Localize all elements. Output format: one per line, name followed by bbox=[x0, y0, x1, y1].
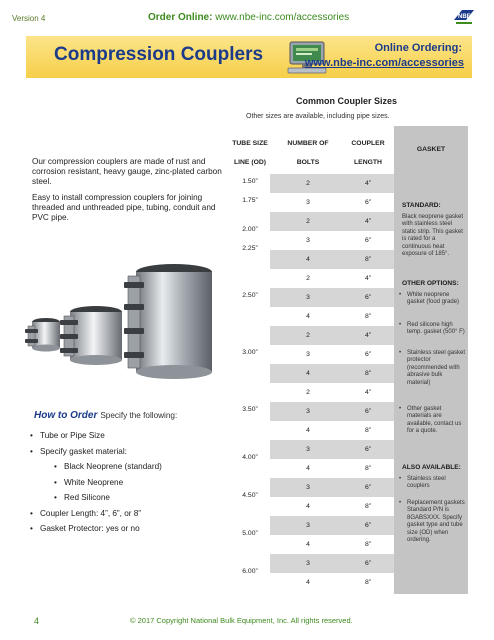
bolts-header-line1: NUMBER OF bbox=[287, 140, 329, 147]
bolts-cell: 4 bbox=[306, 579, 310, 586]
how-to-order-spec: Specify the following: bbox=[100, 411, 178, 420]
table-row bbox=[270, 345, 394, 364]
sizes-subtitle: Other sizes are available, including pipe sizes. bbox=[246, 113, 390, 120]
sizes-title: Common Coupler Sizes bbox=[296, 96, 398, 106]
bullet-icon: • bbox=[30, 431, 33, 440]
bullet-icon: • bbox=[30, 524, 33, 533]
tube-size-cell: 2.25” bbox=[242, 244, 258, 252]
tube-size-cell: 4.50” bbox=[242, 491, 258, 499]
large-coupler bbox=[124, 264, 212, 379]
tube-size-cell: 3.00” bbox=[242, 349, 258, 356]
table-row bbox=[270, 402, 394, 421]
order-list-item-text: Coupler Length: 4”, 6”, or 8” bbox=[40, 508, 142, 518]
small-coupler bbox=[25, 318, 60, 352]
length-cell: 6” bbox=[364, 484, 372, 491]
intro-text bbox=[32, 157, 228, 229]
tube-size-cell: 1.75” bbox=[242, 197, 258, 204]
table-row bbox=[270, 288, 394, 307]
how-to-order-title: How to Order bbox=[34, 410, 98, 421]
bolts-cell: 4 bbox=[306, 313, 310, 320]
gasket-option: • Stainless steel gasket protector (recommended with abrasive bulk material) bbox=[398, 350, 466, 387]
order-list-item-text: Specify gasket material: bbox=[40, 446, 127, 456]
tube-size-cell: 5.00” bbox=[242, 529, 258, 537]
table-row bbox=[270, 535, 394, 554]
order-list-item bbox=[30, 444, 162, 460]
gasket-column bbox=[394, 174, 468, 594]
table-row bbox=[270, 269, 394, 288]
bullet-icon: • bbox=[54, 493, 57, 502]
length-cell: 8” bbox=[364, 427, 372, 434]
length-cell: 6” bbox=[364, 237, 372, 244]
tube-size-cell: 4.00” bbox=[242, 453, 258, 461]
bolts-cell: 4 bbox=[306, 503, 310, 510]
col-header-gasket: GASKET bbox=[416, 146, 446, 153]
order-list-item-text: White Neoprene bbox=[64, 477, 124, 487]
length-cell: 4” bbox=[364, 180, 372, 187]
table-row bbox=[270, 497, 394, 516]
bolts-cell: 2 bbox=[306, 332, 310, 339]
coupler-product-image bbox=[24, 262, 230, 380]
bullet-icon: • bbox=[30, 508, 33, 518]
bolts-cell: 3 bbox=[306, 199, 310, 206]
length-cell: 8” bbox=[364, 465, 372, 472]
length-cell: 6” bbox=[364, 560, 372, 567]
bullet-icon: • bbox=[54, 477, 57, 487]
table-row bbox=[270, 364, 394, 383]
order-list-item bbox=[30, 459, 162, 475]
table-row bbox=[270, 250, 394, 269]
intro-paragraph-2: Easy to install compression couplers for joining threaded and unthreaded pipe, tubing, conduit and PVC pipe. bbox=[32, 193, 216, 222]
table-row bbox=[270, 440, 394, 459]
gasket-also-title: ALSO AVAILABLE: bbox=[402, 464, 461, 471]
length-header-line1: COUPLER bbox=[351, 140, 385, 147]
tube-size-cell: 1.50” bbox=[242, 178, 258, 185]
bolts-header-line2: BOLTS bbox=[296, 159, 320, 166]
title-banner bbox=[26, 36, 472, 78]
bolts-cell: 3 bbox=[306, 446, 310, 453]
tube-header-line1: TUBE SIZE bbox=[232, 140, 268, 147]
bolts-cell: 3 bbox=[306, 560, 310, 567]
table-row bbox=[270, 326, 394, 345]
table-row bbox=[270, 212, 394, 231]
tube-size-cell: 2.50” bbox=[242, 292, 258, 299]
bolts-cell: 4 bbox=[306, 465, 310, 472]
length-cell: 4” bbox=[364, 389, 372, 396]
order-list-item-text: Black Neoprene (standard) bbox=[64, 462, 162, 471]
length-cell: 8” bbox=[364, 541, 372, 548]
gasket-also-item: • Stainless steel couplers bbox=[398, 476, 466, 491]
order-online bbox=[148, 12, 349, 23]
bolts-cell: 2 bbox=[306, 180, 310, 187]
tube-size-cell: 6.00” bbox=[242, 567, 258, 575]
gasket-option: • White neoprene gasket (food grade) bbox=[398, 292, 466, 307]
table-row bbox=[270, 383, 394, 402]
bolts-cell: 3 bbox=[306, 237, 310, 244]
tube-header-line2: LINE (OD) bbox=[233, 159, 267, 166]
order-list-item-text: Tube or Pipe Size bbox=[40, 431, 105, 440]
medium-coupler bbox=[60, 306, 122, 365]
length-cell: 6” bbox=[364, 446, 372, 453]
length-cell: 8” bbox=[364, 370, 372, 377]
bolts-cell: 4 bbox=[306, 541, 310, 548]
bolts-cell: 2 bbox=[306, 218, 310, 225]
table-row bbox=[270, 231, 394, 250]
col-header-bolts bbox=[278, 134, 338, 172]
gasket-option: • Red silicone high temp. gasket (500° F) bbox=[398, 322, 466, 337]
table-row bbox=[270, 193, 394, 212]
bolts-cell: 3 bbox=[306, 351, 310, 358]
order-list-item bbox=[30, 475, 162, 491]
bolts-cell: 4 bbox=[306, 370, 310, 377]
order-list-item bbox=[30, 521, 162, 537]
col-header-tube-size bbox=[230, 134, 270, 172]
tube-size-cell: 2.00” bbox=[242, 225, 258, 233]
order-list-item bbox=[30, 506, 162, 522]
order-list-item bbox=[30, 428, 162, 444]
table-body bbox=[230, 174, 394, 594]
table-row bbox=[270, 174, 394, 193]
bolts-cell: 2 bbox=[306, 389, 310, 396]
table-row bbox=[270, 573, 394, 592]
coupler-sizes-table bbox=[230, 126, 468, 594]
length-cell: 4” bbox=[364, 218, 372, 225]
gasket-option: • Other gasket materials are available, contact us for a quote. bbox=[398, 406, 466, 436]
table-row bbox=[270, 516, 394, 535]
bolts-cell: 3 bbox=[306, 408, 310, 415]
length-cell: 6” bbox=[364, 522, 372, 529]
bolts-cell: 3 bbox=[306, 484, 310, 491]
order-list-item-text: Gasket Protector: yes or no bbox=[40, 524, 140, 533]
order-list-item-text: Red Silicone bbox=[64, 493, 110, 502]
length-cell: 8” bbox=[364, 503, 372, 510]
logo-text: NBE bbox=[458, 14, 471, 20]
gasket-options-title: OTHER OPTIONS: bbox=[402, 280, 459, 287]
bolts-cell: 3 bbox=[306, 294, 310, 301]
table-row bbox=[270, 478, 394, 497]
table-row bbox=[270, 554, 394, 573]
length-cell: 8” bbox=[364, 579, 372, 586]
top-bar bbox=[0, 0, 494, 36]
table-row bbox=[270, 421, 394, 440]
gasket-standard-text: Black neoprene gasket with stainless steel static strip. This gasket is rated for a continuous heat exposure of 185°. bbox=[402, 214, 464, 258]
bullet-icon: • bbox=[54, 462, 57, 471]
length-cell: 4” bbox=[364, 332, 372, 339]
version-label: Version 4 bbox=[12, 14, 46, 23]
page-title: Compression Couplers bbox=[54, 44, 264, 65]
length-cell: 8” bbox=[364, 313, 372, 320]
nbe-logo-icon bbox=[452, 8, 476, 26]
tube-size-cell: 3.50” bbox=[242, 406, 258, 413]
online-ordering-label: Online Ordering: bbox=[374, 42, 462, 54]
page-number: 4 bbox=[34, 616, 40, 626]
bolts-cell: 3 bbox=[306, 522, 310, 529]
bullet-icon: • bbox=[30, 446, 33, 456]
table-row bbox=[270, 307, 394, 326]
how-to-order bbox=[34, 410, 177, 421]
order-online-link[interactable]: www.nbe-inc.com/accessories bbox=[215, 12, 350, 23]
gasket-standard-title: STANDARD: bbox=[402, 202, 441, 209]
length-cell: 6” bbox=[364, 408, 372, 415]
online-ordering-link[interactable]: www.nbe-inc.com/accessories bbox=[304, 57, 464, 69]
copyright: © 2017 Copyright National Bulk Equipment, Inc. All rights reserved. bbox=[130, 616, 353, 625]
gasket-also-item: • Replacement gaskets Standard P/N is 8GABSXXX. Specify gasket type and tube size (OD) when ordering. bbox=[398, 500, 466, 544]
length-cell: 6” bbox=[364, 294, 372, 301]
length-cell: 6” bbox=[364, 351, 372, 358]
length-cell: 8” bbox=[364, 256, 372, 263]
order-list-item bbox=[30, 490, 162, 506]
bolts-cell: 4 bbox=[306, 256, 310, 263]
length-header-line2: LENGTH bbox=[354, 159, 382, 166]
intro-paragraph-1: Our compression couplers are made of rust and corrosion resistant, heavy gauge, zinc-plated carbon steel. bbox=[32, 157, 222, 186]
table-row bbox=[270, 459, 394, 478]
order-online-label: Order Online: bbox=[148, 12, 213, 23]
order-list bbox=[30, 428, 162, 537]
length-cell: 6” bbox=[364, 199, 372, 206]
bolts-cell: 2 bbox=[306, 275, 310, 282]
bolts-cell: 4 bbox=[306, 427, 310, 434]
col-header-length bbox=[340, 134, 396, 172]
length-cell: 4” bbox=[364, 275, 372, 282]
